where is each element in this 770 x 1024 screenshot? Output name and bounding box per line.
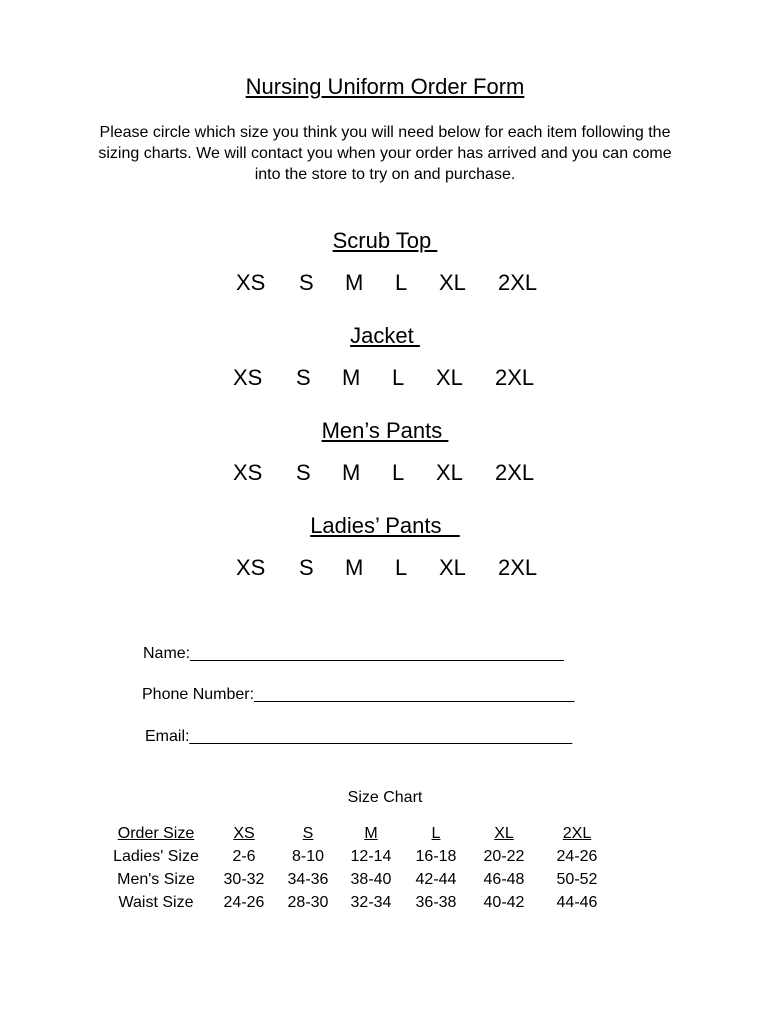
row-label: Waist Size [118, 893, 194, 911]
table-cell: 38-40 [350, 870, 392, 888]
size-chart-title: Size Chart [347, 789, 423, 806]
table-cell: 30-32 [223, 870, 265, 888]
size-option-s[interactable]: S [296, 365, 311, 390]
size-option-xs[interactable]: XS [236, 270, 266, 295]
table-cell: 36-38 [415, 893, 457, 911]
header-order-size: Order Size [117, 824, 195, 842]
table-row [100, 891, 616, 914]
name-field[interactable]: Name:__________________________________________ [143, 645, 564, 662]
table-cell: 2-6 [232, 847, 256, 865]
table-cell: 24-26 [556, 847, 598, 865]
size-option-2xl[interactable]: 2XL [495, 365, 535, 390]
table-cell: 46-48 [483, 870, 525, 888]
header-l: L [431, 824, 441, 842]
phone-number-field[interactable]: Phone Number:____________________________________ [142, 686, 575, 703]
jacket-heading: Jacket [350, 323, 420, 348]
size-option-m[interactable]: M [345, 555, 364, 580]
table-cell: 50-52 [556, 870, 598, 888]
size-option-xs[interactable]: XS [233, 365, 263, 390]
size-option-m[interactable]: M [342, 365, 361, 390]
table-cell: 24-26 [223, 893, 265, 911]
size-option-xl[interactable]: XL [436, 460, 463, 485]
size-option-l[interactable]: L [392, 365, 405, 390]
size-option-2xl[interactable]: 2XL [498, 555, 538, 580]
size-option-s[interactable]: S [299, 555, 314, 580]
table-row [100, 845, 616, 868]
size-option-2xl[interactable]: 2XL [495, 460, 535, 485]
size-option-l[interactable]: L [395, 270, 408, 295]
size-option-xl[interactable]: XL [436, 365, 463, 390]
header-xs: XS [233, 824, 255, 842]
header-s: S [302, 824, 314, 842]
scrub-top-heading: Scrub Top [332, 228, 438, 253]
table-cell: 40-42 [483, 893, 525, 911]
size-option-m[interactable]: M [345, 270, 364, 295]
size-chart-header-row [100, 822, 616, 845]
instructions-text: Please circle which size you think you will need below for each item following the sizing charts. We will contact you when your order has arrived and you can come into the store to try on and purchase. [98, 124, 672, 183]
ladies-pants-heading: Ladies’ Pants [310, 513, 460, 538]
size-option-s[interactable]: S [299, 270, 314, 295]
email-field[interactable]: Email:___________________________________________ [145, 728, 573, 745]
size-option-l[interactable]: L [392, 460, 405, 485]
size-chart-table [100, 822, 616, 914]
form-title: Nursing Uniform Order Form [245, 74, 525, 99]
table-cell: 42-44 [415, 870, 457, 888]
table-cell: 20-22 [483, 847, 525, 865]
table-cell: 8-10 [291, 847, 325, 865]
size-option-xl[interactable]: XL [439, 270, 466, 295]
jacket-size-options [0, 365, 770, 393]
table-cell: 32-34 [350, 893, 392, 911]
scrub-top-size-options [0, 270, 770, 298]
size-option-m[interactable]: M [342, 460, 361, 485]
size-option-xs[interactable]: XS [233, 460, 263, 485]
table-row [100, 868, 616, 891]
header-m: M [364, 824, 378, 842]
row-label: Ladies' Size [113, 847, 199, 865]
ladies-pants-size-options [0, 555, 770, 583]
size-option-xs[interactable]: XS [236, 555, 266, 580]
size-option-l[interactable]: L [395, 555, 408, 580]
table-cell: 12-14 [350, 847, 392, 865]
size-option-xl[interactable]: XL [439, 555, 466, 580]
size-option-2xl[interactable]: 2XL [498, 270, 538, 295]
table-cell: 28-30 [287, 893, 329, 911]
table-cell: 44-46 [556, 893, 598, 911]
mens-pants-heading: Men’s Pants [321, 418, 449, 443]
row-label: Men's Size [117, 870, 195, 888]
mens-pants-size-options [0, 460, 770, 488]
table-cell: 34-36 [287, 870, 329, 888]
header-2xl: 2XL [562, 824, 592, 842]
size-option-s[interactable]: S [296, 460, 311, 485]
header-xl: XL [494, 824, 514, 842]
table-cell: 16-18 [415, 847, 457, 865]
